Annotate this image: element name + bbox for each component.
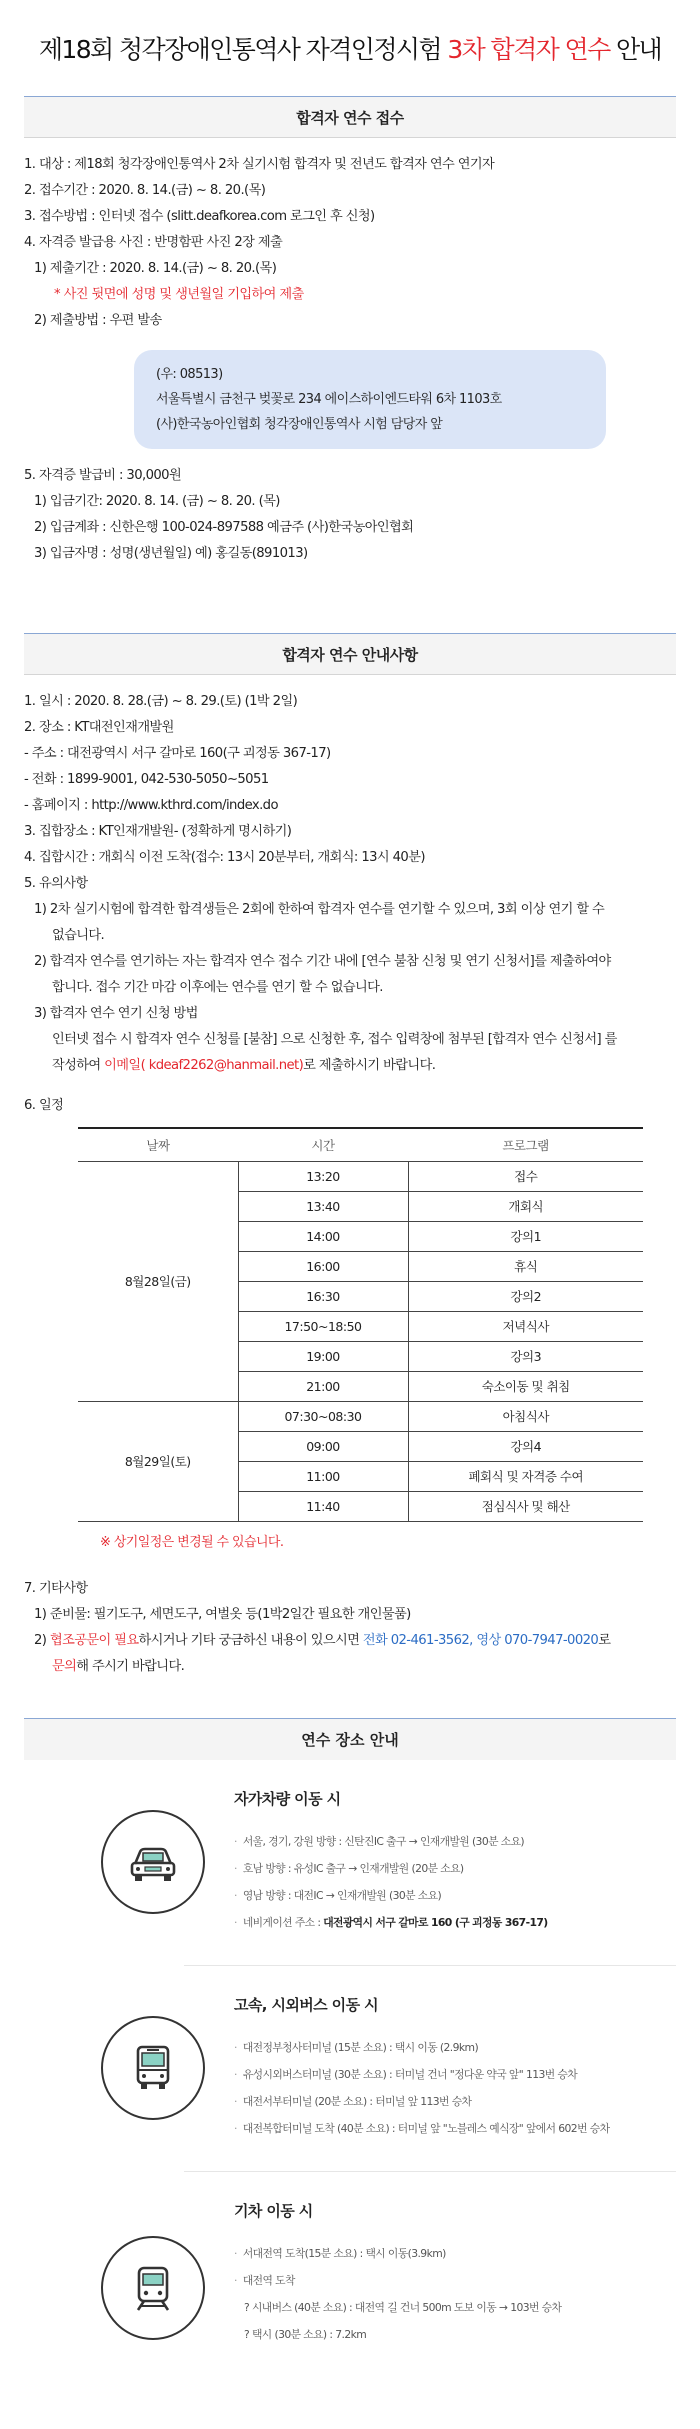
train-item: · 서대전역 도착(15분 소요) : 택시 이동(3.9km) [234,2246,446,2260]
etc-item-2-text: 하시거나 기타 궁금하신 내용이 있으시면 [138,1632,363,1648]
note-2-cont: 합니다. 접수 기간 마감 이후에는 연수를 연기 할 수 없습니다. [52,980,383,995]
guidelines-block [0,675,700,1680]
train-title: 기차 이동 시 [234,2201,313,2220]
registration-line: 2. 접수기간 : 2020. 8. 14.(금) ~ 8. 20.(목) [24,183,266,198]
schedule-time: 07:30~08:30 [238,1401,408,1431]
photo-period: 1) 제출기간 : 2020. 8. 14.(금) ~ 8. 20.(목) [34,261,277,276]
guide-line: 3. 집합장소 : KT인재개발원- (정확하게 명시하기) [24,824,292,839]
guide-line: 1. 일시 : 2020. 8. 28.(금) ~ 8. 29.(토) (1박 2일) [24,694,298,709]
train-item: · 대전역 도착 [234,2273,295,2287]
guide-line: - 전화 : 1899-9001, 042-530-5050~5051 [24,772,269,787]
title-suffix: 안내 [609,35,662,64]
registration-line: 3. 접수방법 : 인터넷 접수 (slitt.deafkorea.com 로그인 후 신청) [24,209,375,224]
guide-line: 5. 유의사항 [24,876,88,891]
photo-note: * 사진 뒷면에 성명 및 생년월일 기입하여 제출 [54,287,304,302]
note-3-line2 [24,1053,676,1079]
train-item-text: 서대전역 도착(15분 소요) : 택시 이동(3.9km) [242,2246,446,2260]
car-icon [101,1810,205,1914]
fee-account: 2) 입금계좌 : 신한은행 100-024-897588 예금주 (사)한국농아인협회 [34,520,414,535]
note-1: 1) 2차 실기시험에 합격한 합격생들은 2회에 한하여 합격자 연수를 연기할 수 있으며, 3회 이상 연기 할 수 [34,902,605,917]
address-box [134,350,606,449]
schedule-table [78,1127,643,1522]
etc-item-2 [24,1628,676,1654]
guide-line: - 홈페이지 : http://www.kthrd.com/index.do [24,798,278,813]
schedule-time: 19:00 [238,1341,408,1371]
schedule-program: 점심식사 및 해산 [408,1491,643,1521]
bus-item-text: 유성시외버스터미널 (30분 소요) : 터미널 건너 "정다운 약국 앞" 113번 승차 [242,2067,578,2081]
note-3-line1: 인터넷 접수 시 합격자 연수 신청를 [불참] 으로 신청한 후, 접수 입력창에 첨부된 [합격자 연수 신청서] 를 [52,1032,617,1047]
schedule-title: 6. 일정 [24,1098,64,1113]
guide-line: - 주소 : 대전광역시 서구 갈마로 160(구 괴정동 367-17) [24,746,331,761]
contact-phone: 전화 02-461-3562, 영상 070-7947-0020 [362,1632,599,1648]
train-subitem: ? 시내버스 (40분 소요) : 대전역 길 건너 500m 도보 이동 → 103번 승차 [244,2300,562,2314]
car-item: · 서울, 경기, 강원 방향 : 신탄진IC 출구 → 인재개발원 (30분 소요) [234,1834,525,1848]
fee-period: 1) 입금기간: 2020. 8. 14. (금) ~ 8. 20. (목) [34,494,280,509]
schedule-program: 강의1 [408,1221,643,1251]
address-recipient: (사)한국농아인협회 청각장애인통역사 시험 담당자 앞 [156,417,443,432]
bus-item: · 대전복합터미널 도착 (40분 소요) : 터미널 앞 "노블레스 예식장" 앞에서 602번 승차 [234,2121,610,2135]
contact-email-link[interactable]: 이메일( kdeaf2262@hanmail.net) [104,1058,304,1073]
schedule-program: 저녁식사 [408,1311,643,1341]
bus-icon [101,2016,205,2120]
car-item: · 영남 방향 : 대전IC → 인재개발원 (30분 소요) [234,1888,442,1902]
train-icon [101,2236,205,2340]
schedule-time: 16:00 [238,1251,408,1281]
schedule-program: 강의2 [408,1281,643,1311]
etc-highlight-inquiry: 문의 [52,1658,77,1674]
section-heading-guidelines: 합격자 연수 안내사항 [24,633,676,675]
section-heading-location: 연수 장소 안내 [24,1718,676,1760]
car-title: 자가차량 이동 시 [234,1789,341,1808]
etc-item-2-cont [24,1654,676,1680]
car-item-text: 영남 방향 : 대전IC → 인재개발원 (30분 소요) [242,1888,442,1902]
train-item-text: 대전역 도착 [242,2273,295,2287]
transport-train [24,2172,676,2402]
col-date-header: 날짜 [78,1128,238,1161]
car-list [234,1828,548,1936]
schedule-time: 09:00 [238,1431,408,1461]
schedule-date: 8월28일(금) [78,1161,238,1401]
bus-item: · 유성시외버스터미널 (30분 소요) : 터미널 건너 "정다운 약국 앞" 113번 승차 [234,2067,578,2081]
bus-item: · 대전정부청사터미널 (15분 소요) : 택시 이동 (2.9km) [234,2040,479,2054]
schedule-time: 13:20 [238,1161,408,1191]
schedule-row [78,1161,643,1191]
section-heading-registration: 합격자 연수 접수 [24,96,676,138]
address-postcode: (우: 08513) [156,367,223,382]
note-2: 2) 합격자 연수를 연기하는 자는 합격자 연수 접수 기간 내에 [연수 불참 신청 및 연기 신청서]를 제출하여야 [34,954,611,969]
schedule-program: 휴식 [408,1251,643,1281]
registration-line: 1. 대상 : 제18회 청각장애인통역사 2차 실기시험 합격자 및 전년도 합격자 연수 연기자 [24,157,495,172]
schedule-time: 13:40 [238,1191,408,1221]
etc-title: 7. 기타사항 [24,1580,88,1596]
train-subitem: ? 택시 (30분 소요) : 7.2km [244,2327,367,2341]
fee-line: 5. 자격증 발급비 : 30,000원 [24,468,182,483]
nav-value: 대전광역시 서구 갈마로 160 (구 괴정동 367-17) [323,1915,548,1929]
note-3-text: 작성하여 [52,1058,105,1073]
schedule-program: 폐회식 및 자격증 수여 [408,1461,643,1491]
etc-item-1: 1) 준비물: 필기도구, 세면도구, 여벌옷 등(1박2일간 필요한 개인물품) [34,1606,411,1622]
car-item-text: 서울, 경기, 강원 방향 : 신탄진IC 출구 → 인재개발원 (30분 소요) [242,1834,525,1848]
car-nav-address: · 네비게이션 주소 : 대전광역시 서구 갈마로 160 (구 괴정동 367-17) [234,1915,548,1929]
title-highlight: 3차 합격자 연수 [447,35,610,64]
col-time-header: 시간 [238,1128,408,1161]
bus-item: · 대전서부터미널 (20분 소요) : 터미널 앞 113번 승차 [234,2094,472,2108]
note-3-text-end: 로 제출하시기 바랍니다. [303,1058,436,1073]
bus-list [234,2034,609,2142]
schedule-time: 14:00 [238,1221,408,1251]
etc-item-2-num: 2) [34,1632,50,1648]
address-street: 서울특별시 금천구 벚꽃로 234 에이스하이엔드타워 6차 1103호 [156,392,502,407]
transport-car [24,1760,676,1966]
schedule-program: 아침식사 [408,1401,643,1431]
bus-item-text: 대전정부청사터미널 (15분 소요) : 택시 이동 (2.9km) [242,2040,479,2054]
train-list [234,2240,561,2348]
car-item: · 호남 방향 : 유성IC 출구 → 인재개발원 (20분 소요) [234,1861,464,1875]
schedule-time: 11:00 [238,1461,408,1491]
etc-highlight-official-letter: 협조공문이 필요 [49,1632,139,1648]
schedule-program: 숙소이동 및 취침 [408,1371,643,1401]
car-item-text: 호남 방향 : 유성IC 출구 → 인재개발원 (20분 소요) [242,1861,464,1875]
fee-depositor: 3) 입금자명 : 성명(생년월일) 예) 홍길동(891013) [34,546,308,561]
photo-method: 2) 제출방법 : 우편 발송 [34,313,162,328]
etc-item-2-text2: 로 [598,1632,611,1648]
schedule-date: 8월29일(토) [78,1401,238,1521]
title-prefix: 제18회 청각장애인통역사 자격인정시험 [38,35,448,64]
schedule-body [78,1161,643,1521]
schedule-header-row [78,1128,643,1161]
etc-item-2-end: 해 주시기 바랍니다. [76,1658,185,1674]
transport-bus [24,1966,676,2172]
bus-title: 고속, 시외버스 이동 시 [234,1995,378,2014]
schedule-time: 21:00 [238,1371,408,1401]
schedule-note: ※ 상기일정은 변경될 수 있습니다. [100,1534,284,1550]
guide-line: 4. 집합시간 : 개회식 이전 도착(접수: 13시 20분부터, 개회식: 13시 40분) [24,850,425,865]
registration-block [0,138,700,567]
schedule-time: 16:30 [238,1281,408,1311]
schedule-time: 17:50~18:50 [238,1311,408,1341]
schedule-program: 강의3 [408,1341,643,1371]
registration-line: 4. 자격증 발급용 사진 : 반명함판 사진 2장 제출 [24,235,283,250]
col-program-header: 프로그램 [408,1128,643,1161]
schedule-program: 접수 [408,1161,643,1191]
schedule-time: 11:40 [238,1491,408,1521]
nav-label: 네비게이션 주소 : [242,1915,324,1929]
note-1-cont: 없습니다. [52,928,105,943]
note-3-title: 3) 합격자 연수 연기 신청 방법 [34,1006,198,1021]
schedule-program: 개회식 [408,1191,643,1221]
page-title [0,0,700,74]
schedule-program: 강의4 [408,1431,643,1461]
schedule-row [78,1401,643,1431]
bus-item-text: 대전복합터미널 도착 (40분 소요) : 터미널 앞 "노블레스 예식장" 앞에서 602번 승차 [242,2121,610,2135]
bus-item-text: 대전서부터미널 (20분 소요) : 터미널 앞 113번 승차 [242,2094,472,2108]
guide-line: 2. 장소 : KT대전인재개발원 [24,720,174,735]
